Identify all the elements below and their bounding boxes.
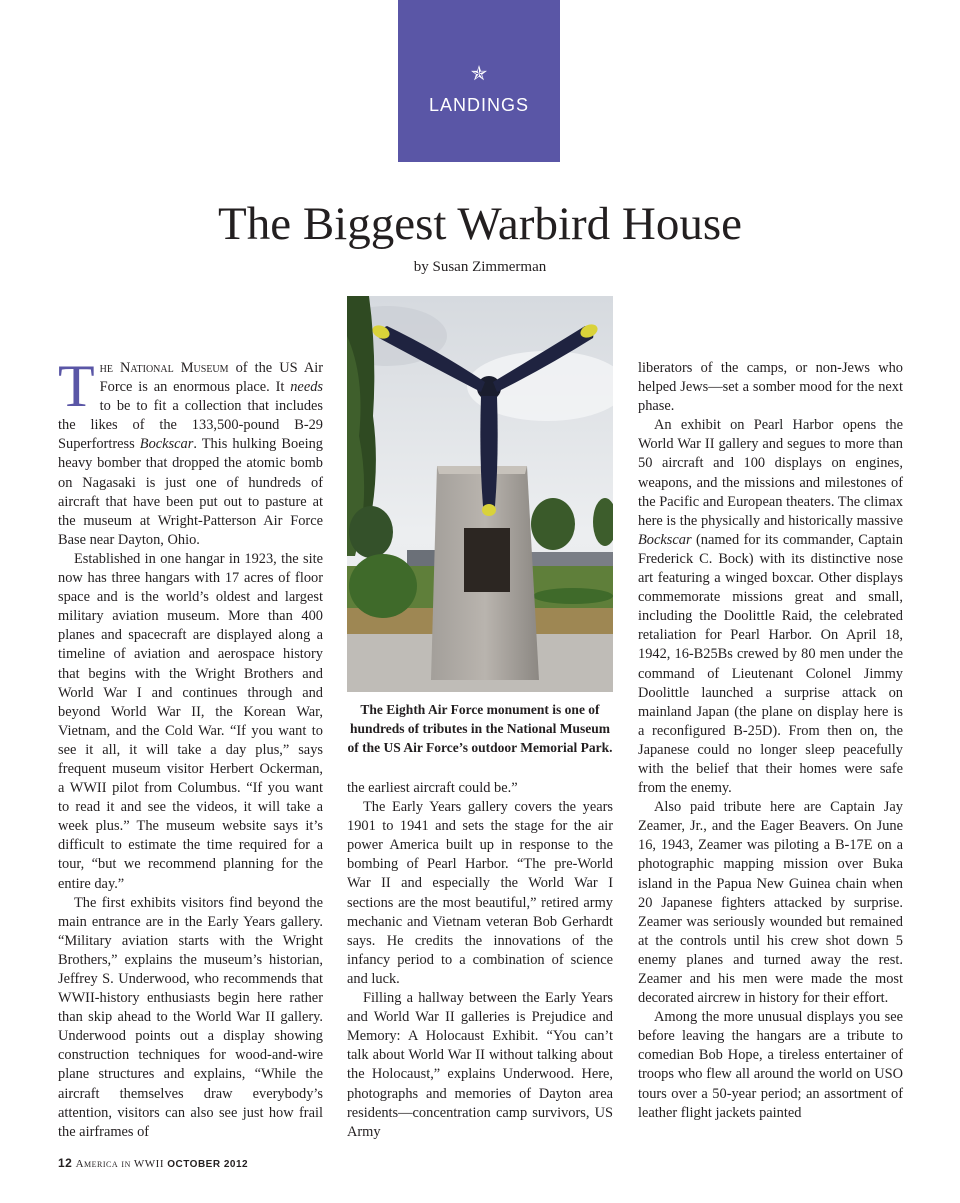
lead-emphasis: needs	[290, 379, 323, 396]
paragraph-emphasis-bockscar: Bockscar	[638, 531, 692, 548]
paragraph	[638, 416, 903, 798]
paragraph: The Early Years gallery covers the years 1901 to 1941 and sets the stage for the air power America built up in response to the bombing of Pearl Harbor. “The pre-World War II and especially the World War I sections are the most beautiful,” retired army mechanic and Vietnam veteran Bob Gerhardt says. He credits the innovations of the infancy period to a combination of science and luck.	[347, 799, 613, 987]
paragraph: Among the more unusual displays you see before leaving the hangars are a tribute to comedian Bob Hope, a tireless entertainer of troops who flew all around the world on USO tours over a 50-year period; an assortment of leather flight jackets painted	[638, 1009, 903, 1121]
column-3	[638, 359, 903, 1123]
paragraph: the earliest aircraft could be.”	[347, 780, 518, 796]
star-icon: ✯	[470, 63, 488, 85]
photo-caption: The Eighth Air Force monument is one of hundreds of tributes in the National Museum of the US Air Force’s outdoor Memorial Park.	[347, 702, 613, 755]
paragraph: Also paid tribute here are Captain Jay Zeamer, Jr., and the Eager Beavers. On June 16, 1943, Zeamer was piloting a B-17E on a photographic mapping mission over Buka island in the Papua New Guinea chain when 20 Japanese fighters attacked by surprise. Zeamer was seriously wounded but remained at the controls until his crew shot down 5 enemy planes and turned away the rest. Zeamer and his men were made the most decorated aircrew in history for their effort.	[638, 799, 903, 1007]
column-1	[58, 353, 324, 1142]
lead-emphasis-bockscar: Bockscar	[139, 436, 194, 453]
lead-text-b: to be to fit a collection that includes the likes of the 133,500-pound B-29 Superfortress	[58, 398, 323, 453]
drop-cap: T	[58, 353, 95, 419]
page-number: 12	[58, 1156, 73, 1170]
column-2	[347, 779, 613, 1142]
lead-text-a: of the US Air Force is an enormous place. It	[99, 360, 324, 396]
paragraph-text-b: (named for its commander, Captain Frederick C. Bock) with its distinctive nose art featuring a winged boxcar. Other displays commemorate missions great and small, including the Doolittle Raid, the celebrated retaliation for Pearl Harbor. On April 18, 1942, 16-B25Bs crewed by 80 men under the command of Lieutenant Colonel Jimmy Doolittle launched a surprise attack on mainland Japan (the plane on display here is a reconfigured B-25D). From then on, the Japanese could no longer sleep peacefully with the belief that their homes were safe from the enemy.	[638, 531, 903, 797]
lead-text-c: . This hulking Boeing heavy bomber that dropped the atomic bomb on Nagasaki is just one of hundreds of aircraft that have been put out to pasture at the museum at Wright-Patterson Air Force Base near Dayton, Ohio.	[58, 436, 323, 548]
issue-date: OCTOBER 2012	[167, 1159, 249, 1170]
lead-smallcaps: he National Museum	[99, 360, 229, 376]
lead-paragraph	[58, 353, 324, 550]
paragraph: Established in one hangar in 1923, the site now has three hangars with 17 acres of floor space and is the world’s oldest and largest military aviation museum. More than 400 planes and spacecraft are displayed along a timeline of aviation and aerospace history that begins with the Wright Brothers and World War I and continues through and beyond World War II, the Korean War, Vietnam, and the Cold War. “If you want to see it all, it will take a day plus,” says frequent museum visitor Herbert Ockerman, a WWII pilot from Columbus. “If you want to read it and see the videos, it will take a week plus.” The museum website says it’s difficult to estimate the time required for a tour, “but we recommend planning for the entire day.”	[58, 550, 323, 892]
monument-photo	[347, 296, 613, 692]
byline: by Susan Zimmerman	[413, 259, 547, 275]
paragraph-text-a: An exhibit on Pearl Harbor opens the World War II gallery and segues to more than 50 aircraft and 100 displays on engines, weapons, and the missions and milestones of the Pacific and European theaters. The climax here is the physically and historically massive	[638, 417, 903, 529]
article-title: The Biggest Warbird House	[218, 198, 742, 250]
section-tab	[398, 0, 560, 162]
magazine-name: America in WWII	[75, 1158, 164, 1170]
section-label: LANDINGS	[428, 95, 530, 115]
paragraph: Filling a hallway between the Early Years and World War II galleries is Prejudice and Memory: A Holocaust Exhibit. “You can’t talk about World War II without talking about the Holocaust,” explains Underwood. Here, photographs and memories of Dayton area residents—concentration camp survivors, US Army	[347, 990, 613, 1140]
page-footer	[58, 1156, 248, 1170]
paragraph: The first exhibits visitors find beyond the main entrance are in the Early Years gallery. “Military aviation starts with the Wright Brothers,” explains the museum’s historian, Jeffrey S. Underwood, who recommends that WWII-history enthusiasts begin here rather than skip ahead to the World War II gallery. Underwood points out a display showing construction techniques for wood-and-wire plane structures and explains, “While the aircraft themselves draw everybody’s attention, visitors can also see just how frail the airframes of	[58, 894, 323, 1140]
paragraph: liberators of the camps, or non-Jews who helped Jews—set a somber mood for the next phase.	[638, 360, 903, 415]
